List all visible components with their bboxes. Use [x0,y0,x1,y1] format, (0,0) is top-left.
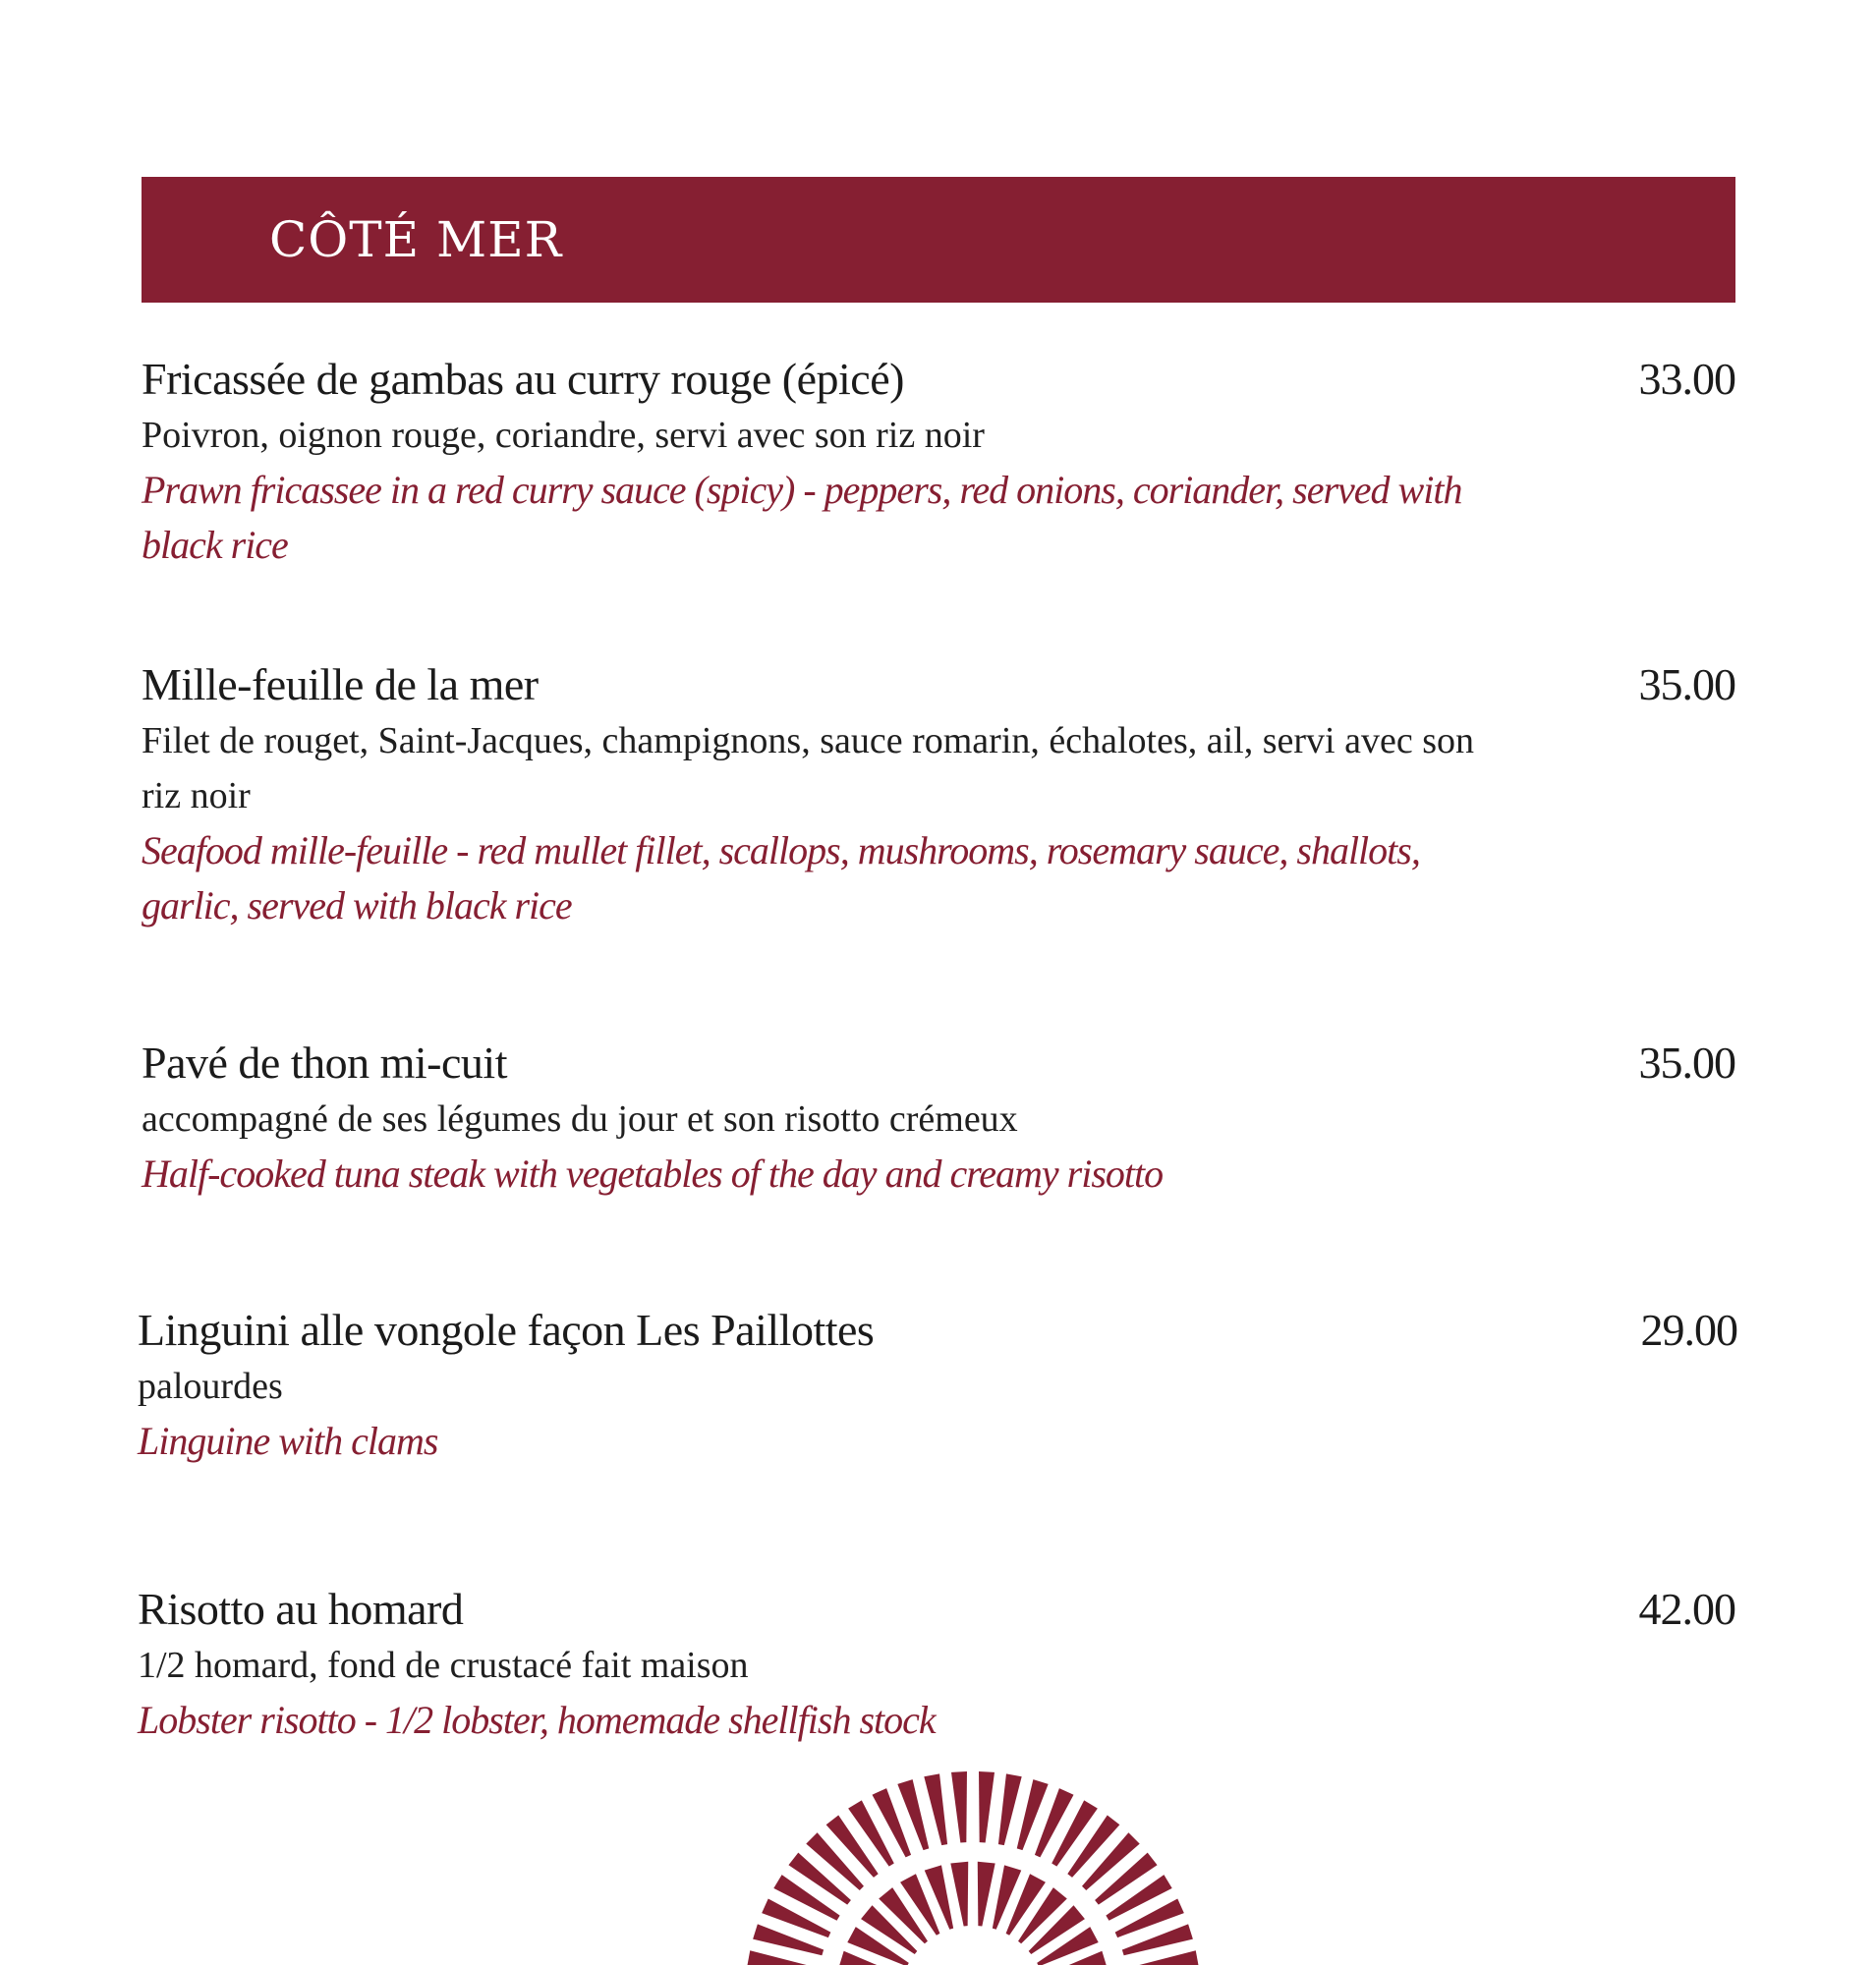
item-price: 33.00 [1638,354,1735,404]
menu-item [138,1581,1735,1748]
item-description: Filet de rouget, Saint-Jacques, champignons, sauce romarin, échalotes, ail, servi avec son riz noir [142,720,1474,816]
item-price: 35.00 [1638,659,1735,709]
item-description: palourdes [138,1366,283,1407]
sunburst-logo-icon [727,1764,1219,1965]
item-description-english: Lobster risotto - 1/2 lobster, homemade shellfish stock [138,1698,936,1742]
section-banner [142,177,1735,303]
item-description: accompagné de ses légumes du jour et son risotto crémeux [142,1098,1018,1140]
section-title: CÔTÉ MER [269,211,563,268]
item-price: 29.00 [1640,1305,1737,1355]
item-name: Linguini alle vongole façon Les Paillottes [138,1305,875,1355]
menu-item [142,351,1735,573]
item-description-english: Half-cooked tuna steak with vegetables of the day and creamy risotto [142,1151,1164,1196]
menu-item [138,1302,1737,1469]
menu-item [142,656,1735,933]
item-price: 42.00 [1638,1584,1735,1634]
item-price: 35.00 [1638,1038,1735,1088]
item-name: Mille-feuille de la mer [142,659,539,709]
item-description: Poivron, oignon rouge, coriandre, servi avec son riz noir [142,415,985,456]
item-description-english: Seafood mille-feuille - red mullet fillet, scallops, mushrooms, rosemary sauce, shallots, garlic, served with black rice [142,828,1420,927]
item-name: Risotto au homard [138,1584,464,1634]
item-description-english: Linguine with clams [138,1419,438,1463]
item-name: Fricassée de gambas au curry rouge (épicé) [142,354,904,404]
item-description-english: Prawn fricassee in a red curry sauce (spicy) - peppers, red onions, coriander, served with black rice [142,468,1462,567]
item-description: 1/2 homard, fond de crustacé fait maison [138,1645,749,1686]
menu-item [142,1035,1735,1202]
item-name: Pavé de thon mi-cuit [142,1038,507,1088]
